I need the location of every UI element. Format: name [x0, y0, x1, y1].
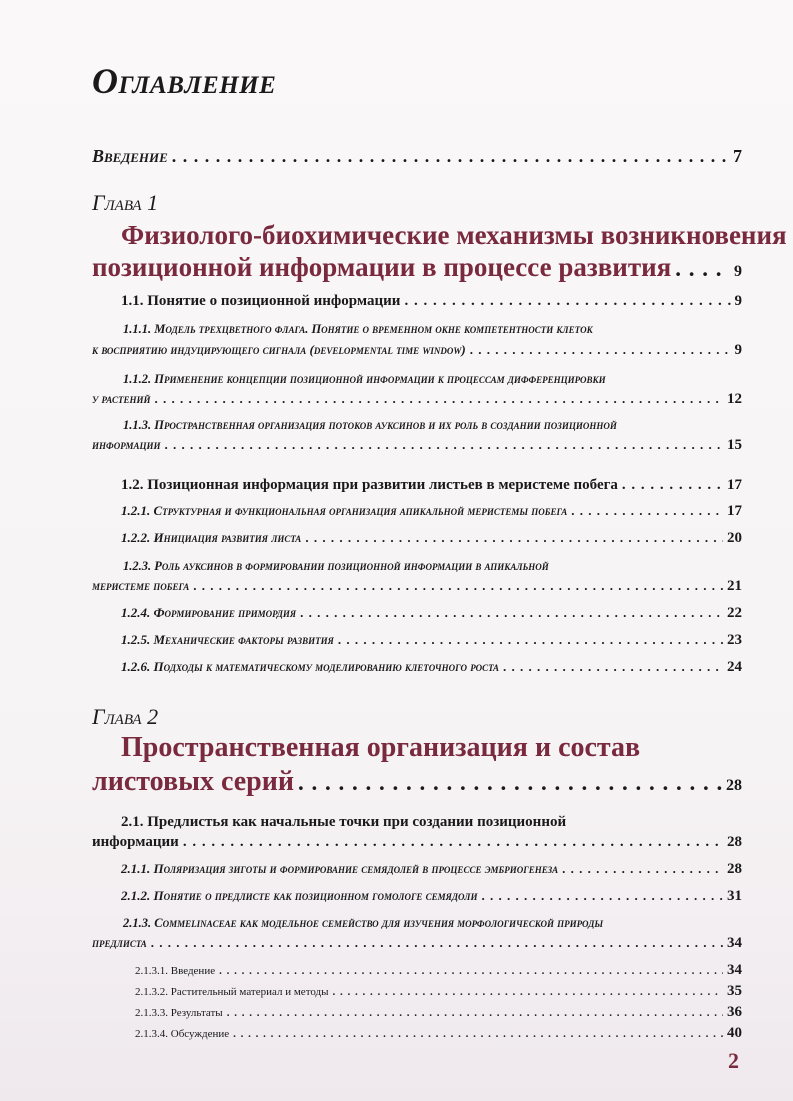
dot-leader — [338, 632, 723, 648]
toc-entry-title: 2.1.3.3. Результаты — [135, 1007, 223, 1019]
dot-leader — [305, 530, 723, 546]
toc-entry-title: 1.1. Понятие о позиционной информации — [121, 293, 401, 309]
toc-entry-section[interactable] — [121, 293, 742, 310]
toc-entry-title: 1.2. Позиционная информация при развитии листьев в меристеме побега — [121, 477, 618, 493]
toc-entry-subsection[interactable] — [121, 861, 742, 878]
toc-entry-subsection[interactable] — [121, 659, 742, 676]
toc-page-number: 21 — [727, 578, 742, 594]
toc-entry-title: 2.1.3.2. Растительный материал и методы — [135, 986, 329, 998]
toc-entry-subsubsection[interactable] — [135, 1004, 742, 1021]
toc-page-number: 35 — [727, 983, 742, 999]
toc-entry-title-line1: 2.1.3. Commelinaceae как модельное семейство для изучения морфологической природы — [123, 916, 604, 930]
toc-entry-title-line2: к восприятию индуцирующего сигнала (developmental time window) — [92, 342, 466, 357]
toc-entry-title-line2: информации — [92, 834, 179, 850]
toc-page-number: 9 — [734, 342, 742, 358]
toc-page-number: 24 — [727, 659, 742, 675]
toc-entry-title: 2.1.1. Поляризация зиготы и формирование семядолей в процессе эмбриогенеза — [121, 861, 559, 876]
dot-leader — [503, 659, 723, 675]
dot-leader — [233, 1028, 723, 1040]
toc-entry-chapter-2[interactable] — [92, 766, 742, 798]
chapter-2-label: Глава 2 — [92, 704, 159, 729]
toc-entry-title: 2.1.3.4. Обсуждение — [135, 1028, 230, 1040]
toc-entry-section[interactable] — [92, 834, 742, 851]
dot-leader — [404, 293, 730, 310]
dot-leader — [675, 256, 730, 282]
toc-entry-title-line2: предлиста — [92, 935, 147, 950]
toc-entry-title: 1.2.1. Структурная и функциональная организация апикальной меристемы побега — [121, 503, 568, 518]
toc-page-number: 34 — [727, 935, 742, 951]
toc-page-number: 36 — [727, 1004, 742, 1020]
toc-page-number: 31 — [727, 888, 742, 904]
toc-page-number: 17 — [727, 477, 742, 493]
page-title: Оглавление — [92, 61, 277, 101]
dot-leader — [183, 834, 723, 851]
dot-leader — [571, 503, 723, 519]
toc-entry-subsection[interactable] — [121, 503, 742, 520]
toc-entry-title-line2: информации — [92, 437, 161, 452]
dot-leader — [155, 391, 723, 407]
toc-entry-subsection[interactable] — [121, 530, 742, 547]
toc-page-number: 34 — [727, 962, 742, 978]
toc-page-number: 28 — [727, 834, 742, 850]
toc-entry-subsection[interactable] — [121, 605, 742, 622]
toc-entry-introduction[interactable] — [92, 146, 742, 167]
toc-entry-section[interactable] — [121, 477, 742, 494]
dot-leader — [481, 888, 723, 904]
toc-entry-title: 1.2.2. Инициация развития листа — [121, 530, 302, 545]
toc-page-number: 28 — [727, 861, 742, 877]
page-number: 2 — [728, 1048, 739, 1073]
toc-entry-title-line2: у растений — [92, 391, 151, 406]
toc-entry-subsection[interactable] — [121, 888, 742, 905]
toc-entry-title: 1.2.5. Механические факторы развития — [121, 632, 334, 647]
toc-entry-title: 2.1.3.1. Введение — [135, 965, 216, 977]
chapter-1-title-line2: позиционной информации в процессе развития — [92, 252, 672, 282]
dot-leader — [172, 146, 729, 167]
dot-leader — [470, 342, 731, 358]
dot-leader — [333, 986, 723, 998]
dot-leader — [219, 965, 723, 977]
toc-entry-title-line1: 1.2.3. Роль ауксинов в формировании позиционной информации в апикальной — [123, 559, 549, 573]
toc-page-number: 12 — [727, 391, 742, 407]
toc-entry-subsubsection[interactable] — [135, 1025, 742, 1042]
chapter-1-title-line1: Физиолого-биохимические механизмы возникновения — [121, 220, 787, 250]
toc-page-number: 9 — [734, 293, 742, 309]
dot-leader — [193, 578, 723, 594]
toc-page-number: 9 — [734, 263, 742, 280]
dot-leader — [227, 1007, 723, 1019]
toc-entry-title-line1: 1.1.3. Пространственная организация потоков ауксинов и их роль в создании позиционной — [123, 418, 617, 432]
chapter-2-title-line1: Пространственная организация и состав — [121, 732, 641, 763]
chapter-1-label: Глава 1 — [92, 190, 159, 215]
dot-leader — [622, 477, 723, 494]
toc-entry-title-line1: 1.1.2. Применение концепции позиционной информации к процессам дифференцировки — [123, 372, 606, 386]
toc-entry-title: 1.2.4. Формирование примордия — [121, 605, 297, 620]
toc-entry-title: 1.2.6. Подходы к математическому моделированию клеточного роста — [121, 659, 500, 674]
toc-entry-subsection[interactable] — [121, 632, 742, 649]
toc-entry-subsection[interactable] — [92, 391, 742, 408]
toc-entry-title: Введение — [92, 146, 168, 166]
toc-entry-subsubsection[interactable] — [135, 983, 742, 1000]
toc-page-number: 23 — [727, 632, 742, 648]
dot-leader — [165, 437, 723, 453]
toc-page-number: 28 — [726, 777, 742, 794]
toc-entry-chapter-1[interactable] — [92, 252, 742, 283]
toc-entry-subsection[interactable] — [92, 935, 742, 952]
toc-entry-title-line1: 2.1. Предлистья как начальные точки при создании позиционной — [121, 814, 567, 830]
dot-leader — [298, 770, 722, 796]
chapter-2-title-line2: листовых серий — [92, 766, 294, 797]
toc-entry-subsubsection[interactable] — [135, 962, 742, 979]
toc-page-number: 22 — [727, 605, 742, 621]
toc-entry-title-line2: меристеме побега — [92, 578, 190, 593]
toc-page-number: 7 — [733, 146, 742, 166]
toc-entry-subsection[interactable] — [92, 342, 742, 359]
toc-page-number: 15 — [727, 437, 742, 453]
toc-page-number: 17 — [727, 503, 742, 519]
toc-entry-subsection[interactable] — [92, 578, 742, 595]
dot-leader — [562, 861, 723, 877]
toc-page-number: 40 — [727, 1025, 742, 1041]
toc-page-number: 20 — [727, 530, 742, 546]
dot-leader — [300, 605, 723, 621]
toc-entry-subsection[interactable] — [92, 437, 742, 454]
toc-entry-title-line1: 1.1.1. Модель трехцветного флага. Понятие о временном окне компетентности клеток — [123, 322, 593, 336]
toc-entry-title: 2.1.2. Понятие о предлисте как позиционном гомологе семядоли — [121, 888, 478, 903]
dot-leader — [151, 935, 723, 951]
